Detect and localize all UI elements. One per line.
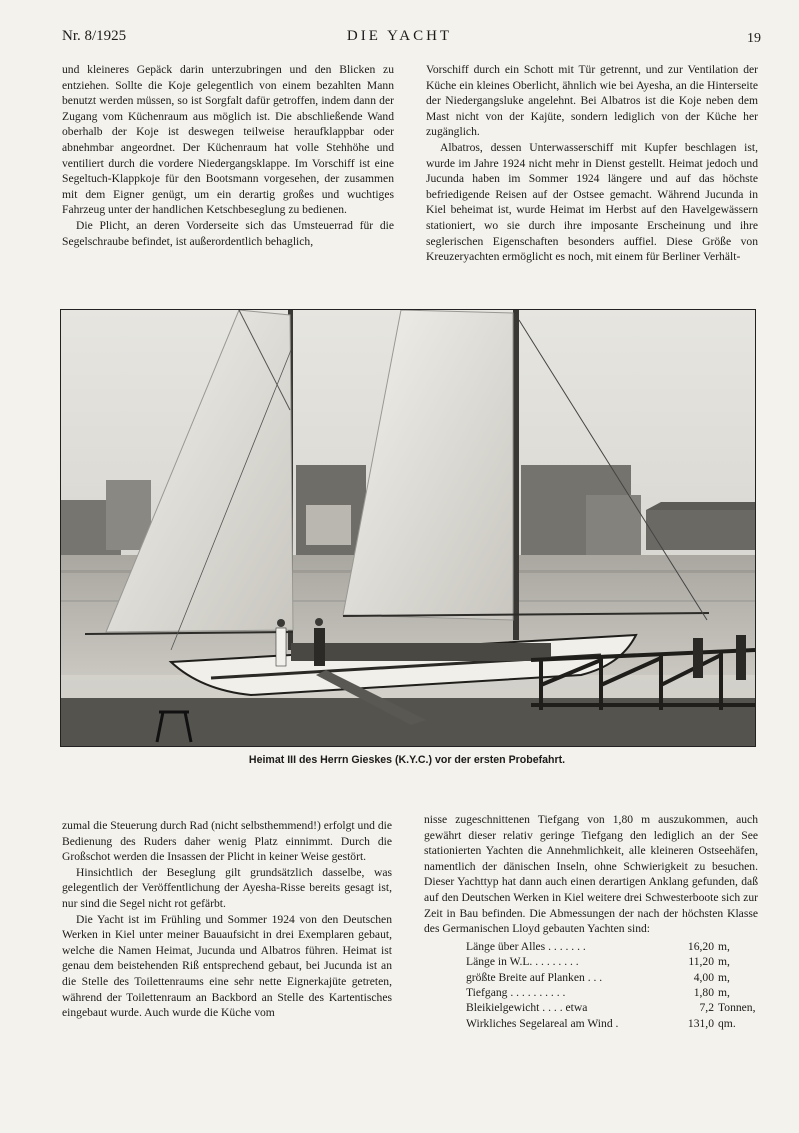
spec-value: 1,80: [693, 985, 714, 999]
page-number: 19: [747, 31, 761, 46]
spec-label: Länge in W.L. . . . . . . . .: [466, 955, 579, 969]
spec-value: 7,2: [699, 1001, 714, 1015]
spec-value: 11,20: [688, 955, 714, 969]
top-left-column: [62, 62, 394, 249]
spec-label: Länge über Alles . . . . . . .: [466, 939, 586, 953]
bottom-left-column: [62, 818, 392, 1021]
yacht-photograph: [60, 309, 756, 747]
spec-value: 16,20: [687, 939, 714, 953]
paragraph: Hinsichtlich der Beseglung gilt grundsätzlich dasselbe, was gelegentlich der Veröffentlichung der Ayesha-Risse bereits gesagt ist, nur sind die Segel nicht rot gefärbt.: [62, 865, 392, 910]
paragraph: und kleineres Gepäck darin unterzubringen und den Blicken zu entziehen. Sollte die Koje gelegentlich von einem bezahlten Mann benutzt werden müssen, so ist Sorgfalt dafür getroffen, indem dann der Zugang vom Küchenraum aus möglich ist. Die abschließende Wand oberhalb der Koje ist deswegen teilweise heraufklappbar oder abnehmbar angeordnet. Der Küchenraum hat volle Stehhöhe und ventiliert durch die vordere Niedergangsklappe. Im Vorschiff ist eine Segeltuch-Klappkoje für den Bootsmann vorgesehen, der zusammen mit dem Eigner genügt, um ein derartig großes und wuchtiges Fahrzeug unter der handlichen Ketschbeseglung zu bedienen.: [62, 63, 394, 217]
paragraph: Albatros, dessen Unterwasserschiff mit Kupfer beschlagen ist, wurde im Jahre 1924 nicht mehr in Dienst gestellt. Heimat jedoch und Jucunda haben im Sommer 1924 längere und auf das höchste befriedigende Reisen auf der Ostsee gemacht. Während Jucunda in Kiel beheimat ist, wurde Heimat im Herbst auf den Havelgewässern stationiert, wo sie durch ihre imposante Erscheinung und ihre seglerischen Eigenschaften besonders auffiel. Diese Größe von Kreuzeryachten ermöglicht es noch, mit einem für Berliner Verhält-: [426, 140, 758, 264]
spec-unit: m,: [718, 970, 730, 984]
spec-value: 4,00: [693, 970, 714, 984]
paragraph: Die Yacht ist im Frühling und Sommer 1924 von den Deutschen Werken in Kiel unter meiner Bauaufsicht in drei Exemplaren gebaut, welche die Namen Heimat, Jucunda und Albatros führen. Heimat ist genau dem beistehenden Riß entsprechend gebaut, bei Jucunda ist an die Stelle des Toilettenraums eine sehr nette Eignerkajüte getreten, während der Toilettenraum an Backbord an Stelle des Kartentisches eingebaut wurde. Auch wurde die Küche vom: [62, 912, 392, 1020]
spec-unit: m,: [718, 985, 730, 999]
spec-label: Wirkliches Segelareal am Wind .: [466, 1016, 619, 1030]
bottom-right-column: [424, 812, 758, 1031]
table-row: [466, 1000, 756, 1015]
paragraph: Die Plicht, an deren Vorderseite sich das Umsteuerrad für die Segelschraube befindet, ist außerordentlich behaglich,: [62, 218, 394, 248]
issue-number: Nr. 8/1925: [62, 28, 127, 44]
table-row: [466, 954, 756, 969]
spec-unit: m,: [718, 939, 730, 953]
photo-caption: Heimat III des Herrn Gieskes (K.Y.C.) vor der ersten Probefahrt.: [248, 754, 566, 766]
table-row: [466, 1016, 756, 1031]
table-row: [466, 970, 756, 985]
top-right-column: [426, 62, 758, 265]
paragraph: zumal die Steuerung durch Rad (nicht selbsthemmend!) erfolgt und die Bedienung des Ruders daher wenig Platz einnimmt. Durch die Großschot werden die Insassen der Plicht in keiner Weise gestört.: [62, 819, 393, 864]
paragraph: nisse zugeschnittenen Tiefgang von 1,80 m auszukommen, auch gewährt dieser relativ geringe Tiefgang den lediglich an der See stationierten Yachten die Annehmlichkeit, alle kleineren Ostseehäfen, namentlich der dänischen Inseln, ohne Schwierigkeit zu besuchen. Dieser Yachttyp hat dann auch einen derartigen Anklang gefunden, daß auf den Deutschen Werken in Kiel weitere drei Schwesterboote sich zur Zeit in Bau befinden. Die Abmessungen der nach der höchsten Klasse des Germanischen Lloyd gebauten Yachten sind:: [424, 813, 758, 936]
dimensions-table: [466, 939, 756, 1031]
spec-unit: m,: [718, 955, 730, 969]
spec-value: 131,0: [687, 1016, 714, 1030]
spec-label: größte Breite auf Planken . . .: [466, 970, 603, 984]
paragraph: Vorschiff durch ein Schott mit Tür getrennt, und zur Ventilation der Küche ein kleines Oberlicht, ähnlich wie bei Ayesha, an die Hinterseite der Niedergangsluke angelehnt. Bei Albatros ist die Koje neben dem Mast nicht von der Kajüte, sondern lediglich von der Küche her zugänglich.: [426, 63, 758, 139]
spec-label: Tiefgang . . . . . . . . . .: [466, 985, 566, 999]
spec-label: Bleikielgewicht . . . . etwa: [466, 1001, 588, 1015]
journal-title: DIE YACHT: [346, 28, 453, 44]
spec-unit: qm.: [718, 1016, 736, 1030]
table-row: [466, 985, 756, 1000]
table-row: [466, 939, 756, 954]
spec-unit: Tonnen,: [718, 1001, 756, 1015]
